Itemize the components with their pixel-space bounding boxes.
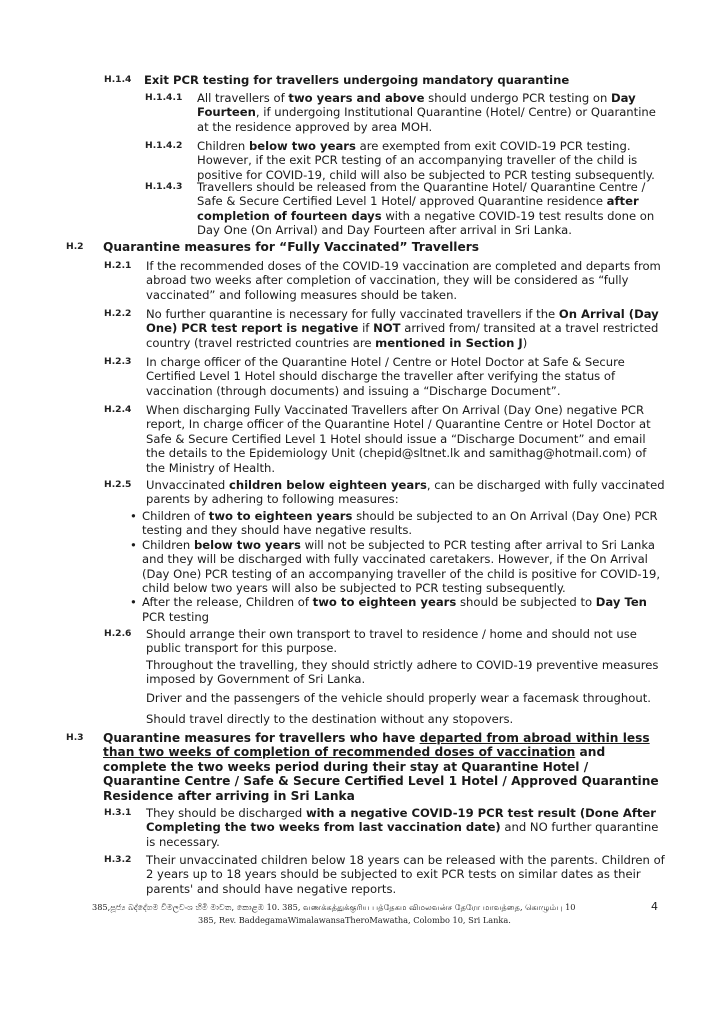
- item-number: H.1.4.1: [145, 92, 183, 103]
- item-h23: [104, 355, 666, 398]
- item-h26: [104, 627, 666, 656]
- item-number: H.2.2: [104, 308, 132, 319]
- item-h21: [104, 259, 666, 302]
- section-number: H.3: [66, 732, 84, 743]
- item-h1142: [145, 139, 667, 182]
- section-number: H.2: [66, 241, 84, 252]
- item-number: H.2.5: [104, 479, 132, 490]
- section-h2-heading: [66, 240, 666, 254]
- item-number: H.2.1: [104, 260, 132, 271]
- section-title: Quarantine measures for travellers who have departed from abroad within less than two weeks of completion of recommended doses of vaccination and complete the two weeks period during their stay at Quarantine Hotel / Quarantine Centre / Safe & Secure Certified Level 1 Hotel / Approved Quarantine Residence after arriving in Sri Lanka: [103, 731, 659, 803]
- section-h3-heading: [66, 731, 666, 803]
- section-title: Quarantine measures for “Fully Vaccinated” Travellers: [103, 240, 480, 254]
- item-h22: [104, 307, 666, 350]
- page-number: 4: [651, 900, 658, 913]
- item-number: H.3.1: [104, 807, 132, 818]
- item-text: Their unvaccinated children below 18 years can be released with the parents. Children of 2 years up to 18 years should be subjected to exit PCR tests on similar dates as their parents' and should have negative reports.: [146, 853, 665, 896]
- item-h25: [104, 478, 666, 507]
- item-h31: [104, 806, 666, 849]
- section-h114-heading: [104, 73, 674, 87]
- footer-address-english: 385, Rev. BaddegamaWimalawansaTheroMawatha, Colombo 10, Sri Lanka.: [198, 915, 511, 925]
- item-h32: [104, 853, 666, 896]
- section-number: H.1.4: [104, 74, 132, 85]
- item-number: H.1.4.3: [145, 181, 183, 192]
- item-text: When discharging Fully Vaccinated Travellers after On Arrival (Day One) negative PCR report, In charge officer of the Quarantine Hotel / Quarantine Centre or Hotel Doctor at Safe & Secure Certified Level 1 Hotel should issue a “Discharge Document” and email the details to the Epidemiology Unit (chepid@sltnet.lk and samithag@hotmail.com) of the Ministry of Health.: [146, 403, 651, 475]
- item-number: H.3.2: [104, 854, 132, 865]
- item-text: In charge officer of the Quarantine Hotel / Centre or Hotel Doctor at Safe & Secure Certified Level 1 Hotel should discharge the traveller after verifying the status of vaccination (through documents) and issuing a “Discharge Document”.: [146, 355, 625, 398]
- item-text: Travellers should be released from the Quarantine Hotel/ Quarantine Centre / Safe & Secure Certified Level 1 Hotel/ approved Quarantine residence after completion of fourteen days with a negative COVID-19 test results done on Day One (On Arrival) and Day Fourteen after arrival in Sri Lanka.: [197, 180, 655, 238]
- section-title: Exit PCR testing for travellers undergoing mandatory quarantine: [144, 73, 570, 87]
- item-h24: [104, 403, 666, 475]
- item-text: Children below two years are exempted from exit COVID-19 PCR testing. However, if the exit PCR testing of an accompanying traveller of the child is positive for COVID-19, child will also be subjected to PCR testing subsequently.: [197, 139, 655, 182]
- item-number: H.2.6: [104, 628, 132, 639]
- item-text: Should arrange their own transport to travel to residence / home and should not use public transport for this purpose.: [146, 627, 637, 656]
- item-h1143: [145, 180, 667, 238]
- paragraph: Driver and the passengers of the vehicle should properly wear a facemask throughout.: [146, 691, 651, 705]
- item-text: Unvaccinated children below eighteen years, can be discharged with fully vaccinated parents by adhering to following measures:: [146, 478, 665, 507]
- footer-address-local: 385,පූජ්‍ය බද්දේගම විමලවංශ හිමි මාවත, කොළඹ 10. 385, வணக்கத்துக்குரிய பத்தேகம விமலவன்ச தேரோ மாவத்தை, கொழும்பு 10: [92, 902, 576, 912]
- item-h1141: [145, 91, 667, 134]
- item-number: H.2.3: [104, 356, 132, 367]
- list-item: • Children of two to eighteen years should be subjected to an On Arrival (Day One) PCR testing and they should have negative results.: [129, 509, 661, 538]
- paragraph: Throughout the travelling, they should strictly adhere to COVID-19 preventive measures imposed by Government of Sri Lanka.: [146, 658, 659, 687]
- list-item: • Children below two years will not be subjected to PCR testing after arrival to Sri Lanka and they will be discharged with fully vaccinated caretakers. However, if the On Arrival (Day One) PCR testing of an accompanying traveller of the child is positive for COVID-19, child below two years will also be subjected to PCR testing subsequently.: [129, 538, 661, 596]
- list-item: • After the release, Children of two to eighteen years should be subjected to Day Ten PCR testing: [129, 595, 661, 624]
- paragraph: Should travel directly to the destination without any stopovers.: [146, 712, 514, 726]
- h25-bullet-list: [129, 509, 661, 624]
- item-text: They should be discharged with a negative COVID-19 PCR test result (Done After Completing the two weeks from last vaccination date) and NO further quarantine is necessary.: [146, 806, 659, 849]
- item-number: H.1.4.2: [145, 140, 183, 151]
- item-text: If the recommended doses of the COVID-19 vaccination are completed and departs from abroad two weeks after completion of vaccination, they will be considered as “fully vaccinated” and following measures should be taken.: [146, 259, 661, 302]
- item-text: All travellers of two years and above should undergo PCR testing on Day Fourteen, if undergoing Institutional Quarantine (Hotel/ Centre) or Quarantine at the residence approved by area MOH.: [197, 91, 656, 134]
- item-text: No further quarantine is necessary for fully vaccinated travellers if the On Arrival (Day One) PCR test report is negative if NOT arrived from/ transited at a travel restricted country (travel restricted countries are mentioned in Section J): [146, 307, 659, 350]
- item-number: H.2.4: [104, 404, 132, 415]
